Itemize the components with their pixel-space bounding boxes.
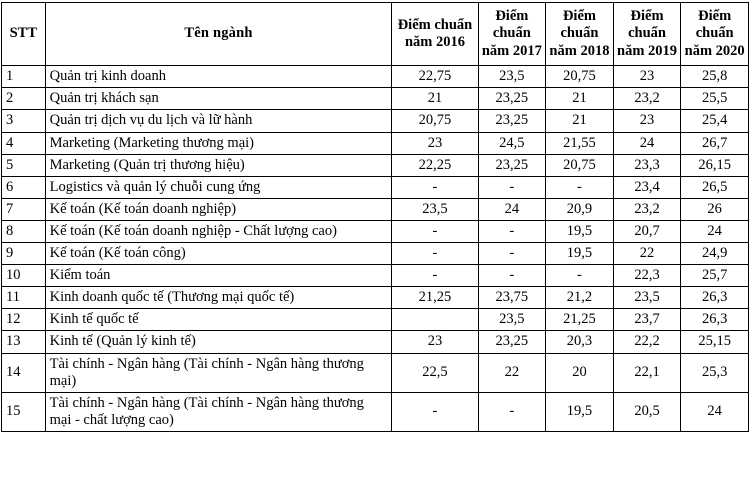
cell-stt: 10 (2, 265, 46, 287)
cell-score-2019: 23 (613, 66, 681, 88)
cell-score-2016: - (392, 243, 478, 265)
table-header-row (2, 3, 749, 66)
cell-score-2020: 25,7 (681, 265, 749, 287)
table-row (2, 176, 749, 198)
cell-score-2019: 22,1 (613, 353, 681, 392)
cell-score-2016: 21 (392, 88, 478, 110)
cell-score-2017: 23,5 (478, 309, 546, 331)
cell-score-2019: 20,5 (613, 392, 681, 431)
cell-score-2016: 21,25 (392, 287, 478, 309)
cell-score-2017: 23,75 (478, 287, 546, 309)
cell-score-2016: 23 (392, 132, 478, 154)
cell-major-name: Quản trị khách sạn (45, 88, 392, 110)
cell-major-name: Marketing (Marketing thương mại) (45, 132, 392, 154)
cell-score-2016: 22,5 (392, 353, 478, 392)
cell-score-2020: 25,3 (681, 353, 749, 392)
cell-stt: 3 (2, 110, 46, 132)
cell-score-2019: 23,3 (613, 154, 681, 176)
cell-score-2019: 23,2 (613, 198, 681, 220)
table-row (2, 265, 749, 287)
cell-major-name: Kinh tế quốc tế (45, 309, 392, 331)
cell-score-2020: 26,15 (681, 154, 749, 176)
table-row (2, 88, 749, 110)
cell-major-name: Tài chính - Ngân hàng (Tài chính - Ngân hàng thương mại - chất lượng cao) (45, 392, 392, 431)
cell-major-name: Kinh doanh quốc tế (Thương mại quốc tế) (45, 287, 392, 309)
cell-score-2019: 23,7 (613, 309, 681, 331)
cell-major-name: Kinh tế (Quản lý kinh tế) (45, 331, 392, 353)
cell-score-2020: 24,9 (681, 243, 749, 265)
table-row (2, 154, 749, 176)
cell-stt: 4 (2, 132, 46, 154)
table-row (2, 110, 749, 132)
column-header-score-2020: Điểm chuẩn năm 2020 (681, 3, 749, 66)
cell-score-2017: 23,25 (478, 331, 546, 353)
cell-score-2017: 24 (478, 198, 546, 220)
table-row (2, 132, 749, 154)
table-row (2, 392, 749, 431)
column-header-score-2018: Điểm chuẩn năm 2018 (546, 3, 614, 66)
cell-score-2017: - (478, 176, 546, 198)
column-header-stt: STT (2, 3, 46, 66)
cell-stt: 9 (2, 243, 46, 265)
cell-score-2020: 25,4 (681, 110, 749, 132)
cell-score-2017: 23,5 (478, 66, 546, 88)
cell-score-2020: 25,8 (681, 66, 749, 88)
cell-score-2017: - (478, 265, 546, 287)
cell-stt: 11 (2, 287, 46, 309)
cell-score-2016: 20,75 (392, 110, 478, 132)
cell-score-2020: 25,15 (681, 331, 749, 353)
cell-major-name: Kế toán (Kế toán doanh nghiệp) (45, 198, 392, 220)
table-row (2, 243, 749, 265)
cell-major-name: Quản trị kinh doanh (45, 66, 392, 88)
cell-score-2016: 22,25 (392, 154, 478, 176)
cell-score-2018: 21,55 (546, 132, 614, 154)
table-row (2, 287, 749, 309)
cell-score-2017: 24,5 (478, 132, 546, 154)
cell-stt: 1 (2, 66, 46, 88)
cell-score-2016: 22,75 (392, 66, 478, 88)
cell-score-2016: - (392, 220, 478, 242)
table-row (2, 309, 749, 331)
cell-score-2016 (392, 309, 478, 331)
cell-score-2018: 21 (546, 88, 614, 110)
cell-major-name: Quản trị dịch vụ du lịch và lữ hành (45, 110, 392, 132)
cell-score-2017: - (478, 392, 546, 431)
cell-score-2016: 23 (392, 331, 478, 353)
cell-score-2019: 23,5 (613, 287, 681, 309)
cell-major-name: Kế toán (Kế toán doanh nghiệp - Chất lượng cao) (45, 220, 392, 242)
cell-score-2020: 26 (681, 198, 749, 220)
cell-score-2018: 20,75 (546, 154, 614, 176)
table-row (2, 353, 749, 392)
cell-score-2016: 23,5 (392, 198, 478, 220)
column-header-score-2017: Điểm chuẩn năm 2017 (478, 3, 546, 66)
cell-stt: 7 (2, 198, 46, 220)
cell-score-2018: - (546, 176, 614, 198)
cell-score-2018: 21 (546, 110, 614, 132)
cell-score-2018: 21,2 (546, 287, 614, 309)
cell-stt: 6 (2, 176, 46, 198)
cell-stt: 15 (2, 392, 46, 431)
cell-score-2020: 24 (681, 392, 749, 431)
column-header-score-2019: Điểm chuẩn năm 2019 (613, 3, 681, 66)
cell-major-name: Kế toán (Kế toán công) (45, 243, 392, 265)
cell-score-2019: 22 (613, 243, 681, 265)
cell-stt: 2 (2, 88, 46, 110)
cell-stt: 13 (2, 331, 46, 353)
cell-score-2017: 23,25 (478, 110, 546, 132)
cell-score-2018: 20,3 (546, 331, 614, 353)
cell-score-2018: 19,5 (546, 243, 614, 265)
cell-score-2020: 26,5 (681, 176, 749, 198)
cell-major-name: Kiểm toán (45, 265, 392, 287)
cell-score-2018: 19,5 (546, 392, 614, 431)
cell-score-2019: 23,2 (613, 88, 681, 110)
cell-score-2018: 20,9 (546, 198, 614, 220)
admission-score-table (1, 2, 749, 432)
table-row (2, 198, 749, 220)
cell-stt: 12 (2, 309, 46, 331)
cell-major-name: Tài chính - Ngân hàng (Tài chính - Ngân hàng thương mại) (45, 353, 392, 392)
cell-stt: 5 (2, 154, 46, 176)
cell-score-2019: 22,3 (613, 265, 681, 287)
cell-stt: 14 (2, 353, 46, 392)
column-header-score-2016: Điểm chuẩn năm 2016 (392, 3, 478, 66)
cell-score-2018: 21,25 (546, 309, 614, 331)
cell-score-2019: 23 (613, 110, 681, 132)
cell-score-2019: 24 (613, 132, 681, 154)
cell-score-2018: 19,5 (546, 220, 614, 242)
cell-score-2016: - (392, 265, 478, 287)
cell-score-2017: 22 (478, 353, 546, 392)
table-body (2, 66, 749, 432)
table-header (2, 3, 749, 66)
table-row (2, 331, 749, 353)
cell-score-2017: 23,25 (478, 88, 546, 110)
cell-score-2020: 24 (681, 220, 749, 242)
cell-score-2020: 25,5 (681, 88, 749, 110)
table-row (2, 66, 749, 88)
cell-score-2020: 26,3 (681, 287, 749, 309)
cell-score-2016: - (392, 176, 478, 198)
table-row (2, 220, 749, 242)
cell-score-2020: 26,7 (681, 132, 749, 154)
column-header-major-name: Tên ngành (45, 3, 392, 66)
cell-score-2018: - (546, 265, 614, 287)
cell-score-2019: 23,4 (613, 176, 681, 198)
cell-major-name: Logistics và quản lý chuỗi cung ứng (45, 176, 392, 198)
cell-major-name: Marketing (Quản trị thương hiệu) (45, 154, 392, 176)
cell-score-2019: 20,7 (613, 220, 681, 242)
cell-score-2020: 26,3 (681, 309, 749, 331)
cell-score-2019: 22,2 (613, 331, 681, 353)
cell-stt: 8 (2, 220, 46, 242)
cell-score-2017: - (478, 243, 546, 265)
cell-score-2018: 20,75 (546, 66, 614, 88)
cell-score-2017: - (478, 220, 546, 242)
cell-score-2018: 20 (546, 353, 614, 392)
cell-score-2016: - (392, 392, 478, 431)
cell-score-2017: 23,25 (478, 154, 546, 176)
